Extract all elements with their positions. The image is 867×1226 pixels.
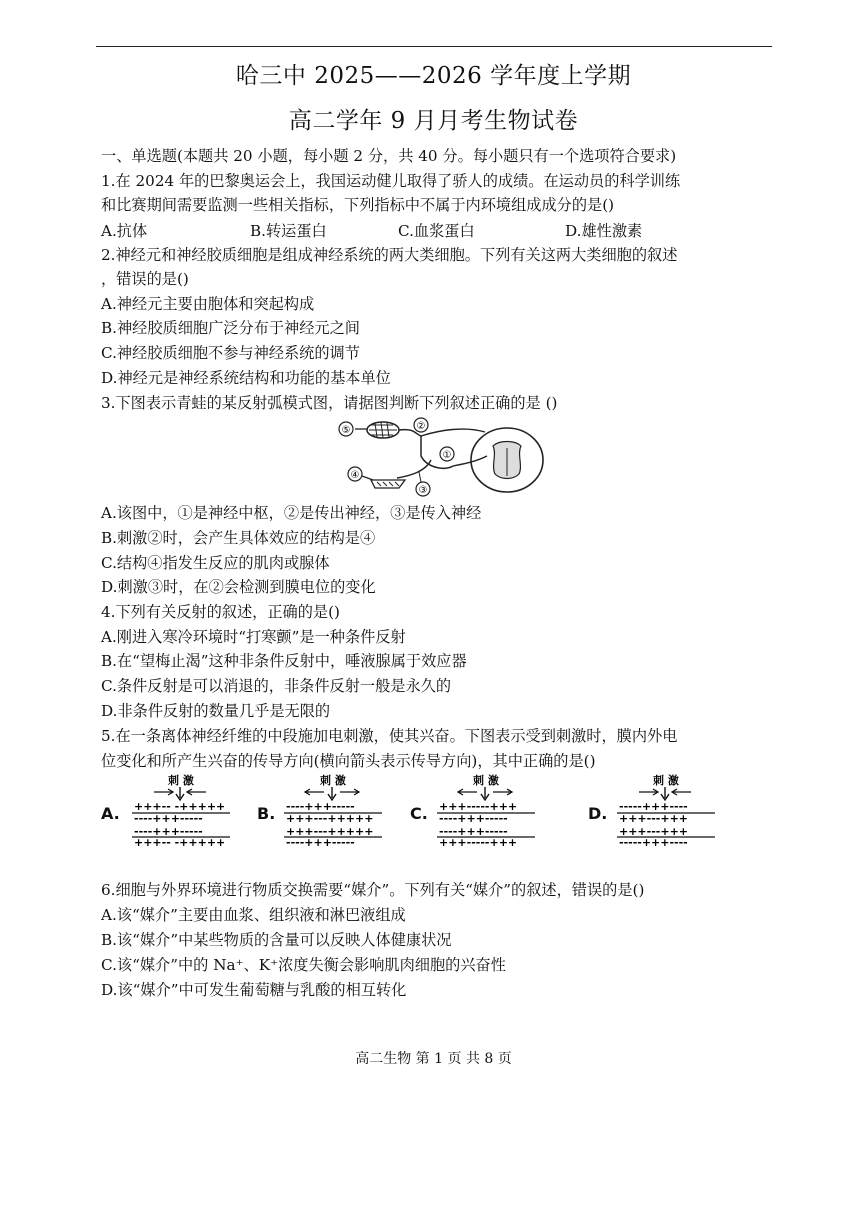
q2-option-d: D.神经元是神经系统结构和功能的基本单位 (101, 369, 391, 387)
q5-diagram-label-b: B. (257, 804, 276, 823)
q4-option-a: A.刚进入寒冷环境时“打寒颤”是一种条件反射 (101, 628, 406, 646)
q1-option-a: A.抗体 (101, 222, 148, 240)
row-top-outer: -----+++---- (619, 800, 688, 813)
row-bottom-outer: ----+++----- (286, 836, 355, 846)
row-bottom-inner: +++---+++ (619, 825, 688, 838)
q6-option-b: B.该“媒介”中某些物质的含量可以反映人体健康状况 (101, 931, 452, 949)
stimulus-label: 刺 激 (320, 774, 346, 787)
reflex-arc-diagram (335, 416, 550, 498)
page-footer: 高二生物 第 1 页 共 8 页 (355, 1051, 512, 1067)
q1-option-c: C.血浆蛋白 (398, 222, 475, 240)
q1-stem-1: 1.在 2024 年的巴黎奥运会上，我国运动健儿取得了骄人的成绩。在运动员的科学训练 (101, 172, 681, 190)
label-5: ⑤ (341, 425, 351, 436)
label-3: ③ (418, 485, 428, 496)
stimulus-label: 刺 激 (473, 774, 499, 787)
exam-title-line2: 高二学年 9 月月考生物试卷 (288, 108, 579, 134)
q5-stem-2: 位变化和所产生兴奋的传导方向(横向箭头表示传导方向)，其中正确的是() (101, 752, 596, 770)
q6-option-c: C.该“媒介”中的 Na⁺、K⁺浓度失衡会影响肌肉细胞的兴奋性 (101, 956, 506, 974)
row-top-outer: +++-- -+++++ (134, 800, 226, 813)
label-1: ① (442, 450, 452, 461)
q2-option-b: B.神经胶质细胞广泛分布于神经元之间 (101, 319, 360, 337)
row-bottom-outer: +++-----+++ (439, 836, 518, 846)
row-bottom-inner: ----+++----- (439, 825, 508, 838)
section-heading: 一、单选题(本题共 20 小题，每小题 2 分，共 40 分。每小题只有一个选项符合要求) (101, 147, 677, 165)
exam-title-line1: 哈三中 2025——2026 学年度上学期 (235, 63, 632, 89)
row-bottom-inner: ----+++----- (134, 825, 203, 838)
stimulus-label: 刺 激 (653, 774, 679, 787)
q6-stem: 6.细胞与外界环境进行物质交换需要“媒介”。下列有关“媒介”的叙述，错误的是() (101, 881, 645, 899)
q5-stem-1: 5.在一条离体神经纤维的中段施加电刺激，使其兴奋。下图表示受到刺激时，膜内外电 (101, 727, 678, 745)
header-rule (96, 46, 772, 47)
row-bottom-inner: +++---+++++ (286, 825, 374, 838)
q3-stem: 3.下图表示青蛙的某反射弧模式图，请据图判断下列叙述正确的是 () (101, 394, 558, 412)
q4-option-b: B.在“望梅止渴”这种非条件反射中，唾液腺属于效应器 (101, 652, 467, 670)
q1-stem-2: 和比赛期间需要监测一些相关指标，下列指标中不属于内环境组成成分的是() (101, 196, 615, 214)
q5-diagram-label-c: C. (410, 804, 428, 823)
q1-option-b: B.转运蛋白 (250, 222, 327, 240)
q2-stem-2: ，错误的是() (101, 270, 189, 288)
stimulus-label: 刺 激 (168, 774, 194, 787)
q5-diagram-a (132, 774, 232, 846)
q3-option-a: A.该图中，①是神经中枢，②是传出神经，③是传入神经 (101, 504, 482, 522)
q2-option-a: A.神经元主要由胞体和突起构成 (101, 295, 315, 313)
row-top-inner: +++---+++++ (286, 812, 374, 825)
q5-diagram-b (284, 774, 384, 846)
row-top-inner: +++---+++ (619, 812, 688, 825)
muscle-effector (367, 422, 399, 438)
row-top-outer: +++-----+++ (439, 800, 518, 813)
q5-diagram-c (437, 774, 537, 846)
q5-diagram-d (617, 774, 717, 846)
q6-option-a: A.该“媒介”主要由血浆、组织液和淋巴液组成 (101, 906, 406, 924)
q4-stem: 4.下列有关反射的叙述，正确的是() (101, 603, 340, 621)
row-top-inner: ----+++----- (134, 812, 203, 825)
spinal-cord (471, 428, 543, 492)
row-top-outer: ----+++----- (286, 800, 355, 813)
q1-option-d: D.雄性激素 (565, 222, 643, 240)
q2-stem-1: 2.神经元和神经胶质细胞是组成神经系统的两大类细胞。下列有关这两大类细胞的叙述 (101, 246, 678, 264)
q5-diagram-label-a: A. (101, 804, 120, 823)
q3-option-d: D.刺激③时，在②会检测到膜电位的变化 (101, 578, 376, 596)
label-2: ② (416, 421, 426, 432)
q3-option-c: C.结构④指发生反应的肌肉或腺体 (101, 554, 330, 572)
row-bottom-outer: -----+++---- (619, 836, 688, 846)
q5-diagram-label-d: D. (588, 804, 608, 823)
q4-option-d: D.非条件反射的数量几乎是无限的 (101, 702, 331, 720)
q6-option-d: D.该“媒介”中可发生葡萄糖与乳酸的相互转化 (101, 981, 407, 999)
q2-option-c: C.神经胶质细胞不参与神经系统的调节 (101, 344, 360, 362)
q3-option-b: B.刺激②时，会产生具体效应的结构是④ (101, 529, 376, 547)
row-top-inner: ----+++----- (439, 812, 508, 825)
receptor-skin (371, 480, 405, 488)
label-4: ④ (350, 470, 360, 481)
q4-option-c: C.条件反射是可以消退的，非条件反射一般是永久的 (101, 677, 452, 695)
row-bottom-outer: +++-- -+++++ (134, 836, 226, 846)
